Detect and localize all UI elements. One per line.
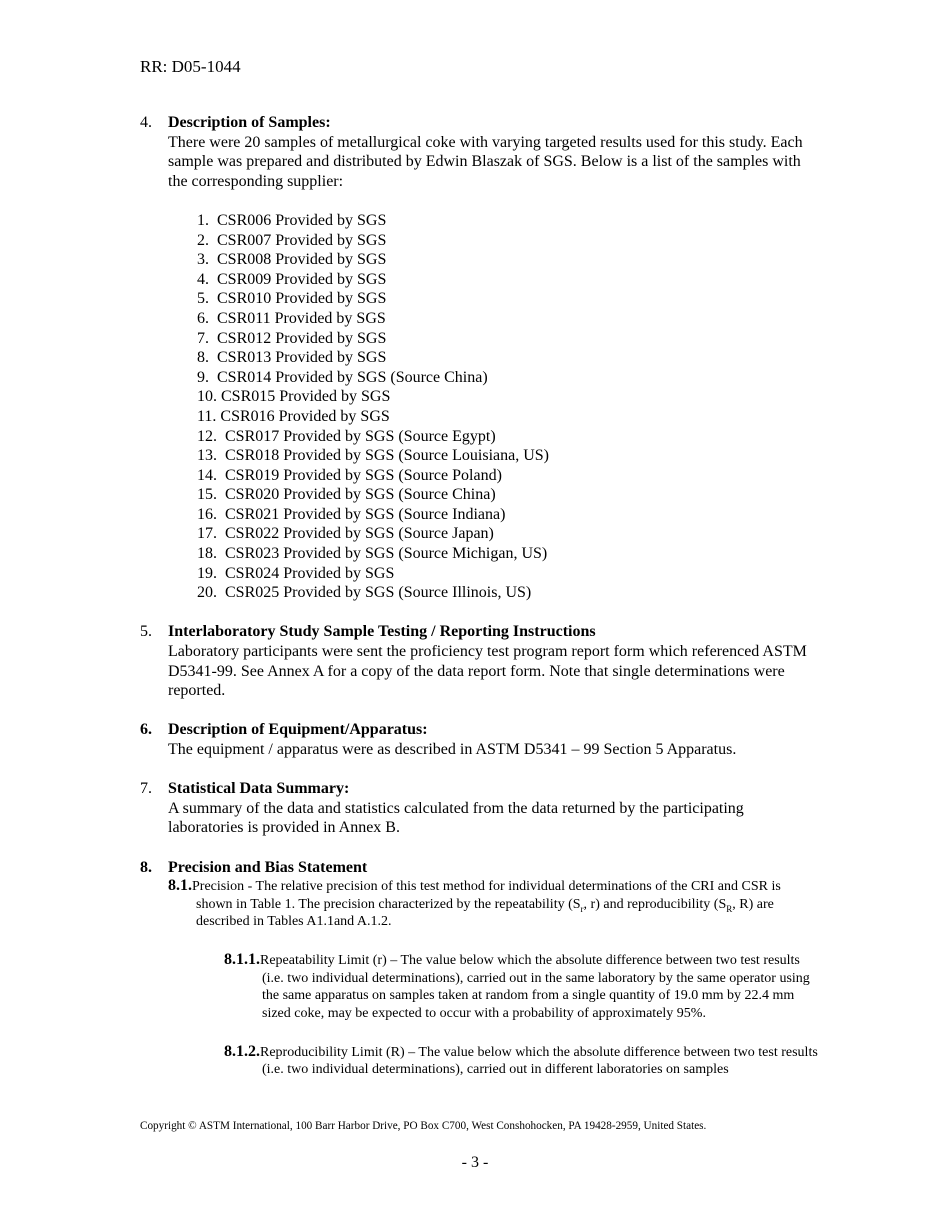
- section-number: 5.: [140, 623, 152, 641]
- list-item: 10. CSR015 Provided by SGS: [197, 388, 391, 406]
- section-title: Description of Equipment/Apparatus:: [168, 721, 428, 739]
- list-item: 18. CSR023 Provided by SGS (Source Michigan, US): [197, 545, 548, 563]
- section-number: 6.: [140, 721, 152, 739]
- page-number: - 3 -: [461, 1154, 489, 1171]
- list-item: 19. CSR024 Provided by SGS: [197, 564, 395, 582]
- list-item: 11. CSR016 Provided by SGS: [197, 407, 390, 425]
- list-item: 12. CSR017 Provided by SGS (Source Egypt): [197, 427, 496, 445]
- section-number: 4.: [140, 114, 152, 131]
- section-text: Laboratory participants were sent the proficiency test program report form which referenced ASTM D5341-99. See Annex A for a copy of the data report form. Note that single determinations were reported.: [168, 643, 807, 700]
- paragraph-number: 8.1.: [168, 877, 192, 895]
- list-item: 9. CSR014 Provided by SGS (Source China): [197, 368, 488, 386]
- list-item: 13. CSR018 Provided by SGS (Source Louisiana, US): [197, 447, 549, 465]
- paragraph-8-1-2: 8.1.2.Reproducibility Limit (R) – The value below which the absolute difference between two test results (i.e. two individual determinations), carried out in different laboratories on samples: [224, 1043, 818, 1078]
- list-item: 1. CSR006 Provided by SGS: [197, 211, 387, 229]
- section-7: [140, 779, 820, 838]
- list-item: 8. CSR013 Provided by SGS: [197, 349, 387, 367]
- list-item: 2. CSR007 Provided by SGS: [197, 231, 387, 249]
- document-body: [140, 113, 820, 1079]
- list-item: 6. CSR011 Provided by SGS: [197, 309, 386, 327]
- section-6: [140, 720, 820, 759]
- list-item: 7. CSR012 Provided by SGS: [197, 329, 387, 347]
- section-title: Interlaboratory Study Sample Testing / Reporting Instructions: [168, 623, 596, 641]
- list-item: 15. CSR020 Provided by SGS (Source China): [197, 486, 496, 504]
- list-item: 14. CSR019 Provided by SGS (Source Poland): [197, 466, 502, 484]
- section-8: [140, 858, 820, 1079]
- section-text: There were 20 samples of metallurgical coke with varying targeted results used for this study. Each sample was prepared and distributed by Edwin Blaszak of SGS. Below is a list of the samples with the corresponding supplier:: [168, 133, 803, 190]
- section-title: Statistical Data Summary:: [168, 780, 350, 798]
- sample-list: [168, 211, 820, 603]
- section-title: Precision and Bias Statement: [168, 858, 368, 876]
- document-code: RR: D05-1044: [140, 57, 241, 76]
- list-item: 17. CSR022 Provided by SGS (Source Japan): [197, 525, 494, 543]
- paragraph-number: 8.1.2.: [224, 1043, 260, 1060]
- paragraph-8-1-1: 8.1.1.Repeatability Limit (r) – The value below which the absolute difference between two test results (i.e. two individual determinations), carried out in the same laboratory by the same operator using the same apparatus on samples taken at random from a single quantity of 19.0 mm by 22.4 mm sized coke, may be expected to occur with a probability of approximately 95%.: [224, 951, 810, 1021]
- paragraph-number: 8.1.1.: [224, 951, 260, 969]
- list-item: 3. CSR008 Provided by SGS: [197, 251, 387, 269]
- list-item: 16. CSR021 Provided by SGS (Source Indiana): [197, 505, 506, 523]
- section-text: The equipment / apparatus were as described in ASTM D5341 – 99 Section 5 Apparatus.: [168, 741, 737, 758]
- section-number: 8.: [140, 858, 152, 876]
- copyright-notice: Copyright © ASTM International, 100 Barr Harbor Drive, PO Box C700, West Conshohocken, PA 19428-2959, United States.: [140, 1120, 707, 1132]
- list-item: 4. CSR009 Provided by SGS: [197, 270, 387, 288]
- list-item: 5. CSR010 Provided by SGS: [197, 290, 387, 308]
- section-4: [140, 113, 820, 603]
- section-text: A summary of the data and statistics calculated from the data returned by the participating laboratories is provided in Annex B.: [168, 799, 744, 837]
- paragraph-8-1: 8.1.Precision - The relative precision of this test method for individual determinations of the CRI and CSR is shown in Table 1. The precision characterized by the repeatability ($S_r$, r) and reproducibility ($S_R$, R) are described in Tables A1.1and A.1.2.: [168, 877, 781, 929]
- section-title: Description of Samples:: [168, 114, 331, 131]
- section-5: [140, 622, 820, 700]
- section-number: 7.: [140, 780, 152, 798]
- list-item: 20. CSR025 Provided by SGS (Source Illinois, US): [197, 584, 532, 602]
